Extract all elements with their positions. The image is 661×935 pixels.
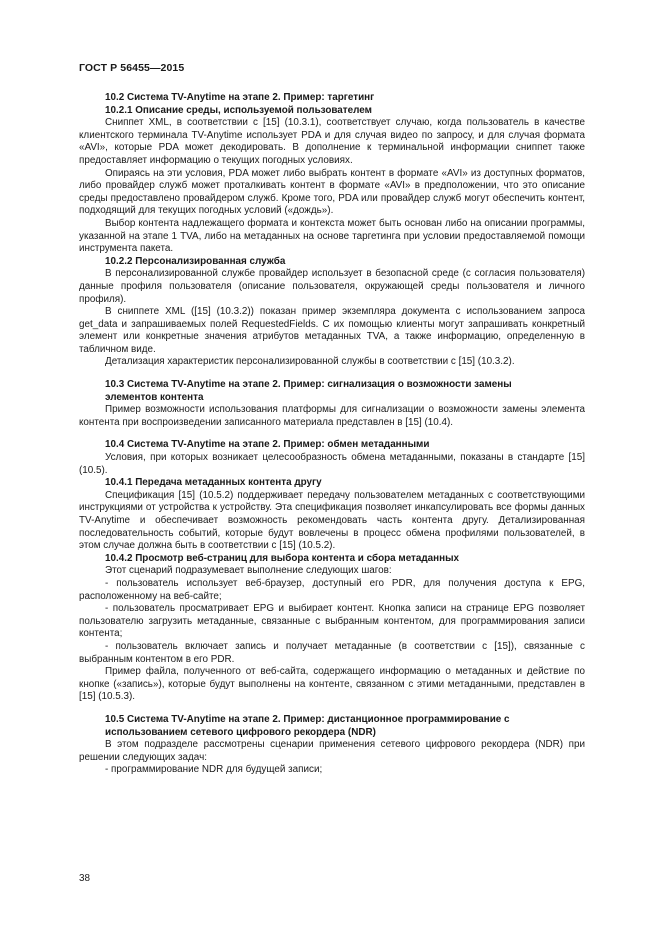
paragraph: Детализация характеристик персонализированной службы в соответствии с [15] (10.3.2). bbox=[105, 356, 515, 368]
section-heading-10-4: 10.4 Система TV-Anytime на этапе 2. Пример: обмен метаданными bbox=[105, 439, 430, 451]
paragraph: Пример файла, полученного от веб-сайта, содержащего информацию о метаданных и действие по кнопке («запись»), которые будут выполнены на контенте, связанном с этими метаданными, представлен в [15] (10.5.3). bbox=[79, 666, 585, 703]
document-body bbox=[79, 92, 585, 777]
paragraph: Спецификация [15] (10.5.2) поддерживает передачу пользователем метаданных с соответствующими инструкциями от устройства к устройству. Эта спецификация позволяет инкапсулировать все формы данных TV-Anytime и обеспечивает возможность рекомендовать часть контента другу. Детализированная последовательность событий, которые будут вовлечены в процесс обмена профилями пользователей, в этом случае должна быть в соответствии с [15] (10.5.2). bbox=[79, 489, 585, 552]
list-item: - пользователь включает запись и получает метаданные (в соответствии с [15]), связанные с выбранным контентом в его PDR. bbox=[79, 640, 585, 665]
subsection-heading-10-2-1: 10.2.1 Описание среды, используемой пользователем bbox=[105, 104, 372, 116]
paragraph: Опираясь на эти условия, PDA может либо выбрать контент в формате «AVI» из доступных форматов, либо провайдер служб может проталкивать контент в формате «AVI» в предположении, что это описание среды предоставлено провайдером служб. Кроме того, PDA или провайдер служб могут обеспечить контент, подходящий для текущих погодных условий («дождь»). bbox=[79, 167, 585, 217]
standard-designation: ГОСТ Р 56455—2015 bbox=[79, 62, 185, 74]
subsection-heading-10-4-2: 10.4.2 Просмотр веб-страниц для выбора контента и сбора метаданных bbox=[105, 552, 459, 564]
paragraph: Сниппет XML, в соответствии с [15] (10.3.1), соответствует случаю, когда пользователь в качестве клиентского терминала TV-Anytime использует PDA и для случая видео по запросу, и для случая формата «AVI», которые PDA может декодировать. В дополнение к терминальной информации сниппет также предоставляет информацию о текущих погодных условиях. bbox=[79, 117, 585, 166]
paragraph: Пример возможности использования платформы для сигнализации о возможности замены элемента контента при воспроизведении записанного материала представлен в [15] (10.4). bbox=[79, 404, 585, 428]
paragraph: Условия, при которых возникает целесообразность обмена метаданными, показаны в стандарте [15] (10.5). bbox=[79, 452, 585, 476]
paragraph: В этом подразделе рассмотрены сценарии применения сетевого цифрового рекордера (NDR) при решении следующих задач: bbox=[79, 739, 585, 763]
page-number: 38 bbox=[79, 873, 90, 884]
paragraph: Выбор контента надлежащего формата и контекста может быть основан либо на описании программы, указанной на этапе 1 TVA, либо на метаданных на основе таргетинга при условии предоставляемой помощи инструмента пакета. bbox=[79, 217, 585, 255]
paragraph: В сниппете XML ([15] (10.3.2)) показан пример экземпляра документа с использованием запроса get_data и запрашиваемых полей RequestedFields. С их помощью клиенты могут запрашивать конкретный элемент или конкретные значения атрибутов метаданных TVA, а также информацию, определенную в табличном виде. bbox=[79, 306, 585, 355]
section-heading-10-2: 10.2 Система TV-Anytime на этапе 2. Пример: таргетинг bbox=[105, 92, 375, 103]
list-item: - пользователь использует веб-браузер, доступный его PDR, для получения доступа к EPG, расположенному на веб-сайте; bbox=[79, 577, 585, 602]
section-heading-10-3: 10.3 Система TV-Anytime на этапе 2. Пример: сигнализация о возможности замены элементов контента bbox=[105, 379, 512, 403]
paragraph: В персонализированной службе провайдер использует в безопасной среде (с согласия пользователя) данные профиля пользователя (описание пользователя, окружающей среды пользователя и личного профиля). bbox=[79, 268, 585, 305]
paragraph: Этот сценарий подразумевает выполнение следующих шагов: bbox=[105, 565, 392, 577]
subsection-heading-10-4-1: 10.4.1 Передача метаданных контента другу bbox=[105, 477, 322, 489]
list-item: - программирование NDR для будущей записи; bbox=[105, 764, 323, 776]
subsection-heading-10-2-2: 10.2.2 Персонализированная служба bbox=[105, 255, 286, 267]
list-item: - пользователь просматривает EPG и выбирает контент. Кнопка записи на странице EPG позволяет пользователю загрузить метаданные, связанные с выбранным контентом, для программирования записи контента; bbox=[79, 603, 585, 640]
section-heading-10-5: 10.5 Система TV-Anytime на этапе 2. Пример: дистанционное программирование с использованием сетевого цифрового рекордера (NDR) bbox=[105, 713, 510, 738]
